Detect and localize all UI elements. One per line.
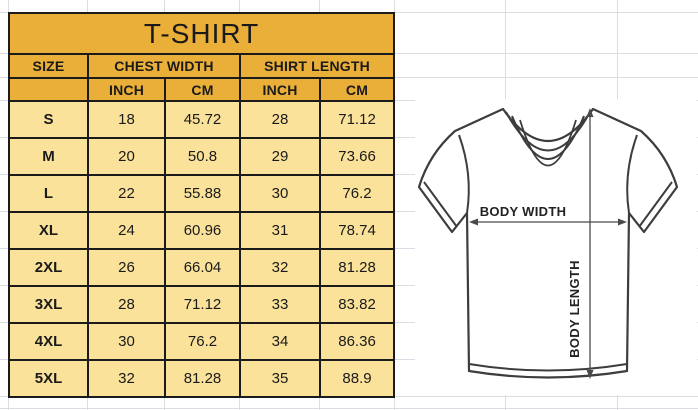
chest-inch-cell: 20 (88, 138, 165, 175)
header-length-inch: INCH (240, 78, 320, 101)
length-cm-cell: 81.28 (320, 249, 394, 286)
chest-inch-cell: 32 (88, 360, 165, 397)
table-row (9, 286, 394, 323)
chest-cm-cell: 76.2 (165, 323, 240, 360)
length-inch-cell: 31 (240, 212, 320, 249)
length-cm-cell: 71.12 (320, 101, 394, 138)
length-cm-cell: 83.82 (320, 286, 394, 323)
length-inch-cell: 33 (240, 286, 320, 323)
tshirt-outline (419, 109, 677, 378)
length-inch-cell: 34 (240, 323, 320, 360)
size-cell: 4XL (9, 323, 88, 360)
body-width-label: BODY WIDTH (479, 204, 567, 219)
chest-inch-cell: 24 (88, 212, 165, 249)
header-empty-cell (9, 78, 88, 101)
chest-inch-cell: 18 (88, 101, 165, 138)
length-cm-cell: 73.66 (320, 138, 394, 175)
length-cm-cell: 76.2 (320, 175, 394, 212)
chest-inch-cell: 26 (88, 249, 165, 286)
length-inch-cell: 30 (240, 175, 320, 212)
chest-cm-cell: 71.12 (165, 286, 240, 323)
length-inch-cell: 35 (240, 360, 320, 397)
size-cell: XL (9, 212, 88, 249)
size-cell: 3XL (9, 286, 88, 323)
table-row (9, 101, 394, 138)
chest-cm-cell: 45.72 (165, 101, 240, 138)
header-length-cm: CM (320, 78, 394, 101)
table-row (9, 138, 394, 175)
tshirt-diagram (415, 99, 697, 395)
gridline (0, 408, 698, 409)
table-row (9, 323, 394, 360)
page-title: T-SHIRT (9, 13, 394, 54)
chest-inch-cell: 28 (88, 286, 165, 323)
length-cm-cell: 78.74 (320, 212, 394, 249)
size-cell: S (9, 101, 88, 138)
size-cell: L (9, 175, 88, 212)
header-chest-inch: INCH (88, 78, 165, 101)
chest-cm-cell: 50.8 (165, 138, 240, 175)
header-size: SIZE (9, 54, 88, 78)
table-row (9, 212, 394, 249)
header-chest-cm: CM (165, 78, 240, 101)
table-row (9, 249, 394, 286)
size-cell: 5XL (9, 360, 88, 397)
chest-inch-cell: 30 (88, 323, 165, 360)
table-row (9, 360, 394, 397)
length-cm-cell: 86.36 (320, 323, 394, 360)
size-cell: M (9, 138, 88, 175)
header-shirt-length: SHIRT LENGTH (240, 54, 394, 78)
size-cell: 2XL (9, 249, 88, 286)
body-length-label: BODY LENGTH (567, 260, 582, 358)
tshirt-illustration (415, 99, 697, 395)
length-cm-cell: 88.9 (320, 360, 394, 397)
chest-cm-cell: 60.96 (165, 212, 240, 249)
chest-inch-cell: 22 (88, 175, 165, 212)
length-inch-cell: 32 (240, 249, 320, 286)
table-row (9, 175, 394, 212)
header-chest-width: CHEST WIDTH (88, 54, 240, 78)
size-table (8, 12, 395, 398)
length-inch-cell: 28 (240, 101, 320, 138)
chest-cm-cell: 66.04 (165, 249, 240, 286)
length-inch-cell: 29 (240, 138, 320, 175)
chest-cm-cell: 55.88 (165, 175, 240, 212)
chest-cm-cell: 81.28 (165, 360, 240, 397)
